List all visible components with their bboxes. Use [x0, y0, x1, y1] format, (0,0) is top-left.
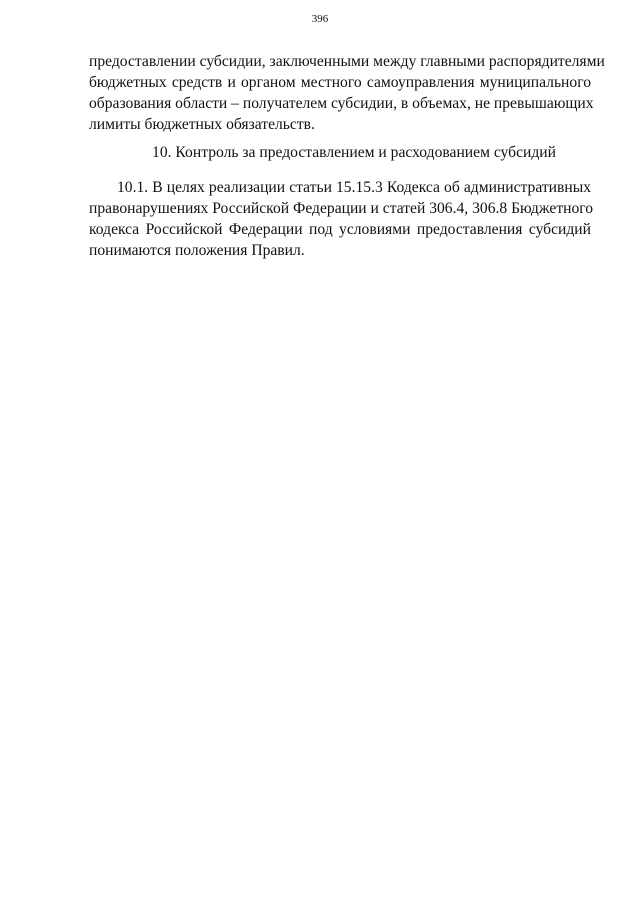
paragraph-line: правонарушениях Российской Федерации и статей 306.4, 306.8 Бюджетного	[89, 200, 594, 217]
paragraph-line: 10.1. В целях реализации статьи 15.15.3 Кодекса об административных	[117, 179, 591, 196]
paragraph-line: кодекса Российской Федерации под условиями предоставления субсидий	[89, 221, 591, 238]
paragraph-line: предоставлении субсидии, заключенными между главными распорядителями	[89, 53, 605, 70]
section-heading: 10. Контроль за предоставлением и расходованием субсидий	[152, 144, 556, 161]
paragraph-line: понимаются положения Правил.	[89, 242, 305, 259]
page-number: 396	[311, 13, 329, 25]
paragraph-line: бюджетных средств и органом местного самоуправления муниципального	[89, 74, 591, 91]
paragraph-continuation	[89, 51, 605, 135]
paragraph-line: лимиты бюджетных обязательств.	[89, 116, 315, 133]
paragraph-line: образования области – получателем субсидии, в объемах, не превышающих	[89, 95, 594, 112]
paragraph-10-1	[89, 177, 594, 261]
